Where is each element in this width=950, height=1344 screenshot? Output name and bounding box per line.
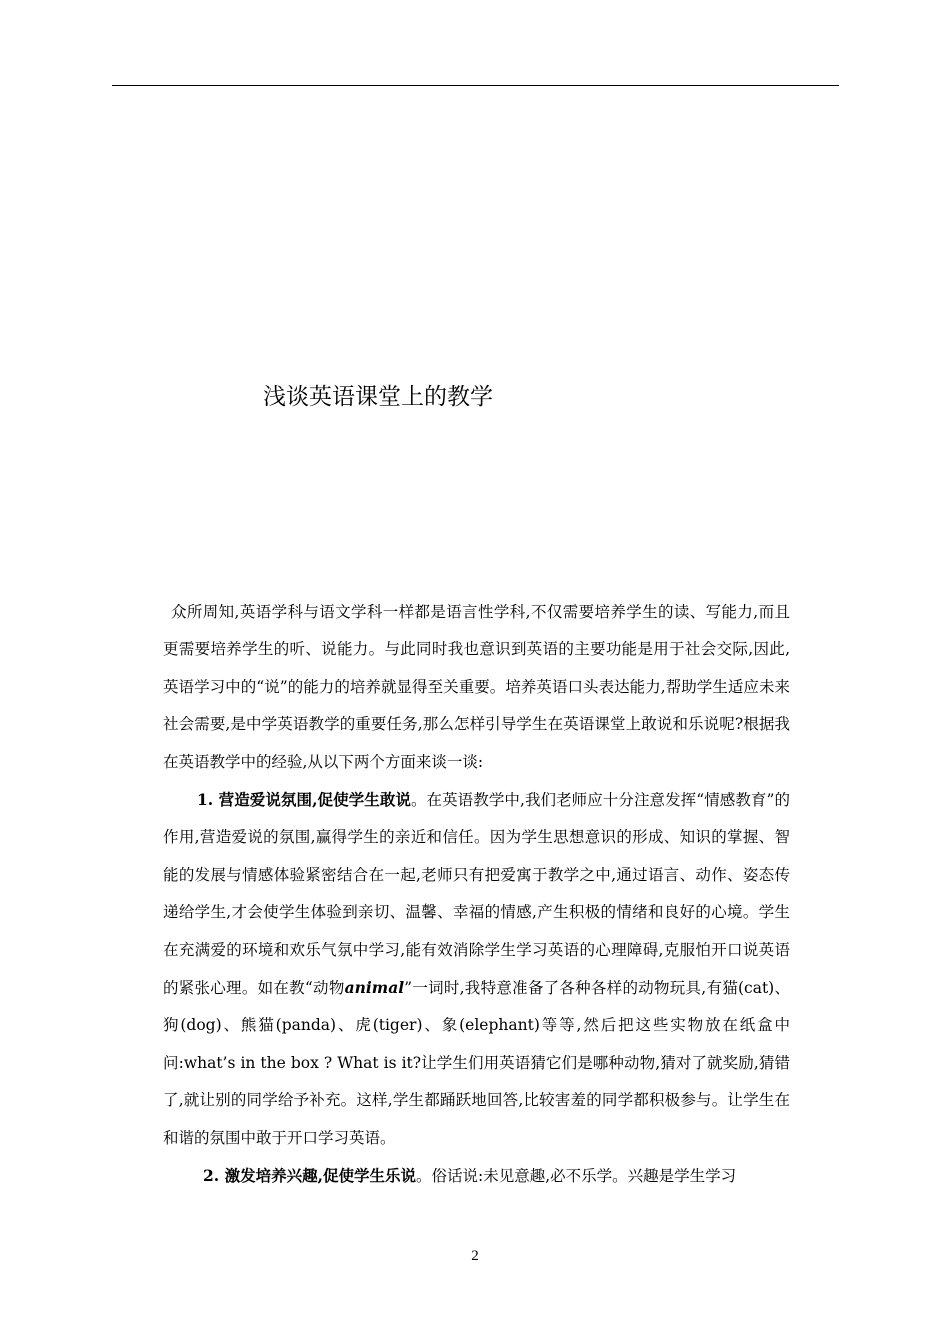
document-body — [163, 594, 790, 1196]
section-2-text: 。俗话说:未见意趣,必不乐学。兴趣是学生学习 — [415, 1167, 737, 1186]
page-number: 2 — [471, 1248, 479, 1264]
intro-paragraph: 众所周知,英语学科与语文学科一样都是语言性学科,不仅需要培养学生的读、写能力,而且更需要培养学生的听、说能力。与此同时我也意识到英语的主要功能是用于社会交际,因此,英语学习中的“说”的能力的培养就显得至关重要。培养英语口头表达能力,帮助学生适应未来社会需要,是中学英语教学的重要任务,那么怎样引导学生在英语课堂上敢说和乐说呢?根据我在英语教学中的经验,从以下两个方面来谈一谈: — [163, 603, 790, 771]
section-1-keyword: animal — [344, 978, 405, 998]
header-rule — [112, 85, 839, 86]
section-1-heading: 1. 营造爱说氛围,促使学生敢说 — [197, 790, 411, 810]
section-1-text-b: ”一词时,我特意准备了各种各样的动物玩具,有猫(cat)、狗(dog)、熊猫(panda)、虎(tiger)、象(elephant)等等,然后把这些实物放在纸盒中问:what’s in the box ? What is it?让学生们用英语猜它们是哪种动物,猜对了就奖励,猜错了,就让别的同学给予补充。这样,学生都踊跃地回答,比较害羞的同学都积极参与。让学生在和谐的氛围中敢于开口学习英语。 — [163, 979, 790, 1147]
section-2-heading: 2. 激发培养兴趣,促使学生乐说 — [203, 1166, 416, 1186]
document-title: 浅谈英语课堂上的教学 — [263, 384, 493, 410]
section-1-text-a: 。在英语教学中,我们老师应十分注意发挥“情感教育”的作用,营造爱说的氛围,赢得学生的亲近和信任。因为学生思想意识的形成、知识的掌握、智能的发展与情感体验紧密结合在一起,老师只有把爱寓于教学之中,通过语言、动作、姿态传递给学生,才会使学生体验到亲切、温馨、幸福的情感,产生积极的情绪和良好的心境。学生在充满爱的环境和欢乐气氛中学习,能有效消除学生学习英语的心理障碍,克服怕开口说英语的紧张心理。如在教“动物 — [163, 791, 790, 998]
section-2-paragraph — [163, 1157, 790, 1195]
section-1-paragraph — [163, 781, 790, 1157]
